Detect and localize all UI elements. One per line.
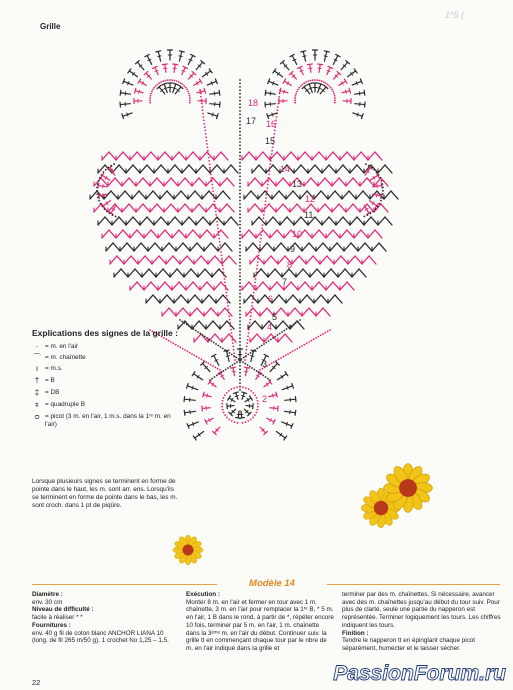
row-number-label: 5 bbox=[272, 312, 278, 322]
stitch-symbol-icon: · bbox=[35, 342, 39, 351]
legend-item-text: = m. en l'air bbox=[45, 343, 79, 350]
divider-right bbox=[327, 584, 500, 585]
row-number-label: 7 bbox=[282, 277, 288, 287]
execution-continued-column bbox=[342, 591, 502, 653]
legend-item bbox=[32, 354, 182, 362]
legend-item-text: = m. chaînette bbox=[45, 354, 86, 361]
legend-list bbox=[32, 343, 182, 429]
diametre-label: Diamètre : bbox=[32, 591, 63, 598]
legend bbox=[32, 328, 182, 432]
row-number-label: 14 bbox=[280, 164, 291, 174]
row-number-label: 15 bbox=[265, 136, 276, 146]
watermark-logo bbox=[300, 652, 513, 690]
niveau-value: facile à réaliser * * bbox=[32, 614, 83, 622]
legend-item bbox=[32, 365, 182, 373]
legend-item bbox=[32, 401, 182, 409]
stitch-symbol-icon: ⌒ bbox=[33, 353, 41, 362]
finition-text: Tendre le napperon tt en épinglant chaque picot séparément, humecter et le laisser sécher. bbox=[342, 637, 476, 652]
niveau-label: Niveau de difficulté : bbox=[32, 606, 94, 614]
legend-item-text: = m.s. bbox=[45, 365, 63, 372]
finition-label: Finition : bbox=[342, 629, 369, 637]
execution-text: Monter 8 m. en l'air et fermer en tour avec 1 m. chaînette, 3 m. en l'air pour remplacer la 1ʳᵉ B, * 5 m. en l'air, 1 B dans le rond, à partir de *, répéter encore 10 fois, terminer par 5 m. en l'air, 1 m. chaînette dans la 3ᵉᵐᵉ m. en l'air du début. Continuer suiv. la grille tt en commençant chaque tour par le nbre de m. en l'air indiqué dans la grille et bbox=[186, 598, 334, 652]
row-number-label: 18 bbox=[248, 98, 259, 108]
row-number-label: 13 bbox=[292, 179, 303, 189]
page-number: 22 bbox=[32, 678, 41, 687]
legend-item bbox=[32, 413, 182, 429]
row-number-label: 9 bbox=[290, 244, 296, 254]
sunflower-large-icon bbox=[382, 462, 434, 514]
row-number-label: 16 bbox=[266, 119, 277, 129]
legend-item-text: = DB bbox=[45, 389, 60, 396]
legend-note: Lorsque plusieurs signes se terminent en forme de pointe dans le haut, les m. sont arr. ens. Lorsqu'ils se terminent en forme de pointe dans le bas, les m. sont croch. dans 1 pt de piqûre. bbox=[32, 478, 178, 509]
row-number-label: 4 bbox=[267, 322, 273, 332]
stitch-symbol-icon: † bbox=[34, 376, 40, 385]
row-number-label: 6 bbox=[268, 294, 274, 304]
stitch-symbol-icon: ‡ bbox=[34, 388, 40, 397]
legend-item-text: = B bbox=[45, 377, 55, 384]
row-number-label: 17 bbox=[246, 116, 257, 126]
section-title: Grille bbox=[40, 22, 61, 31]
sunflower-small-icon bbox=[172, 534, 204, 566]
legend-title: Explications des signes de la grille : bbox=[32, 328, 178, 338]
model-title: Modèle 14 bbox=[249, 578, 295, 589]
execution-label: Exécution : bbox=[186, 591, 220, 598]
divider-left bbox=[32, 584, 217, 585]
execution-text-continued: terminer par des m. chaînettes. Si nécessaire, avancer avec des m. chaînettes jusqu'au début du tour suiv. Pour plus de clarté, seule une partie du napperon est représentée. Terminer logiquement les tours. Les chiffres indiquent les tours. bbox=[342, 591, 501, 629]
fournitures-label: Fournitures : bbox=[32, 621, 71, 629]
legend-item-text: = picot (3 m. en l'air, 1 m.s. dans la 1ʳᵉ m. en l'air) bbox=[45, 413, 171, 428]
row-number-label: 11 bbox=[304, 210, 314, 220]
row-number-label: 2 bbox=[262, 394, 268, 404]
fournitures-value: env. 40 g fil de coton blanc ANCHOR LIANA 10 (long. de fil 265 m/50 g), 1 crochet No 1,25 – 1,5. bbox=[32, 629, 169, 645]
row-number-label: 12 bbox=[305, 194, 316, 204]
row-number-label: 10 bbox=[292, 229, 303, 239]
diametre-value: env. 30 cm bbox=[32, 598, 63, 606]
stitch-symbol-icon: ᴑ bbox=[34, 412, 40, 421]
model-header bbox=[32, 578, 500, 590]
row-number-label: 8 bbox=[287, 260, 293, 270]
corner-mark: 1*5 ( bbox=[445, 10, 465, 20]
execution-column bbox=[186, 591, 334, 653]
specs-column bbox=[32, 591, 172, 645]
legend-item bbox=[32, 389, 182, 397]
legend-item bbox=[32, 343, 182, 351]
stitch-symbol-icon: ⧧ bbox=[34, 400, 40, 409]
row-number-label: 3 bbox=[262, 359, 268, 369]
legend-item-text: = quadruple B bbox=[45, 401, 85, 408]
stitch-symbol-icon: ı bbox=[35, 364, 39, 373]
watermark-text: PassionForum.ru bbox=[333, 662, 506, 685]
legend-item bbox=[32, 377, 182, 385]
